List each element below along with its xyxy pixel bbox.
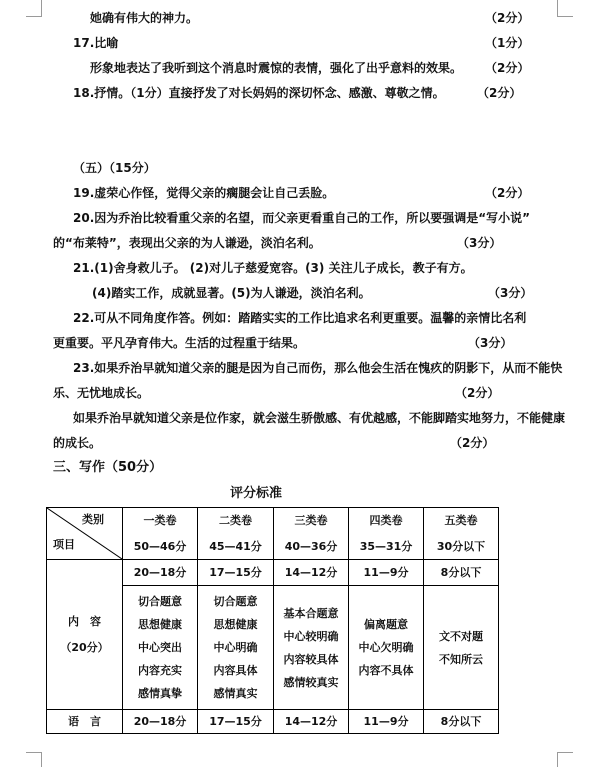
content-score-cell: 8分以下 [424,560,499,586]
language-score-cell: 17—15分 [198,710,274,734]
content-desc-cell: 切合题意 思想健康 中心突出 内容充实 感情真挚 [123,586,198,710]
score-label: （2分） [455,386,500,400]
score-label: （3分） [457,236,502,250]
answer-line: 18.抒情。（1分）直接抒发了对长妈妈的深切怀念、感激、尊敬之情。 [73,86,445,100]
category-header: 一类卷 50—46分 [123,508,198,560]
corner-cell [47,508,123,560]
language-label-cell: 语 言 [47,710,123,734]
answer-line: 形象地表达了我听到这个消息时震惊的表情，强化了出乎意料的效果。 [90,61,463,75]
content-score-cell: 20—18分 [123,560,198,586]
score-label: （2分） [450,436,495,450]
crop-mark-bottom-left-v [41,752,42,767]
crop-mark-top-right-h [557,16,573,17]
grading-table [46,507,499,734]
answer-line: 20.因为乔治比较看重父亲的名望，而父亲更看重自己的工作，所以要强调是“写小说” [73,211,531,225]
content-score-cell: 11—9分 [349,560,424,586]
answer-line: 23.如果乔治早就知道父亲的腿是因为自己而伤，那么他会生活在愧疚的阴影下，从而不能快 [73,361,563,375]
content-score-row [47,560,499,586]
answer-line: 17.比喻 [73,36,119,50]
corner-item-label: 项目 [53,538,75,551]
score-label: （1分） [485,36,530,50]
crop-mark-bottom-right-h [557,752,573,753]
answer-line: 如果乔治早就知道父亲是位作家，就会滋生骄傲感、有优越感，不能脚踏实地努力，不能健康 [73,411,566,425]
score-label: （2分） [485,186,530,200]
section-title-writing: 三、写作（50分） [53,460,163,475]
answer-line: 19.虚荣心作怪，觉得父亲的瘸腿会让自己丢脸。 [73,186,335,200]
corner-category-label: 类别 [82,513,104,526]
score-label: （3分） [488,286,533,300]
section-heading-5: （五）（15分） [73,161,156,175]
content-score-cell: 14—12分 [274,560,349,586]
table-title: 评分标准 [230,486,283,501]
crop-mark-top-right-v [557,0,558,16]
answer-line: 她确有伟大的神力。 [90,11,199,25]
score-label: （2分） [485,11,530,25]
answer-line: 22.可从不同角度作答。例如：踏踏实实的工作比追求名利更重要。温馨的亲情比名利 [73,311,527,325]
score-label: （2分） [485,61,530,75]
language-score-cell: 20—18分 [123,710,198,734]
language-score-cell: 14—12分 [274,710,349,734]
table-header-row [47,508,499,560]
score-label: （3分） [468,336,513,350]
answer-line: 乐、无忧地成长。 [53,386,150,400]
crop-mark-top-left-h [26,16,42,17]
language-score-cell: 11—9分 [349,710,424,734]
content-desc-cell: 文不对题 不知所云 [424,586,499,710]
category-header: 四类卷 35—31分 [349,508,424,560]
answer-line: 更重要。平凡孕育伟大。生活的过程重于结果。 [53,336,306,350]
language-row [47,710,499,734]
content-desc-cell: 基本合题意 中心较明确 内容较具体 感情较真实 [274,586,349,710]
answer-line: 21.(1)舍身救儿子。 (2)对儿子慈爱宽容。(3) 关注儿子成长，教子有方。 [73,261,473,275]
crop-mark-bottom-left-h [26,752,42,753]
crop-mark-top-left-v [41,0,42,16]
category-header: 二类卷 45—41分 [198,508,274,560]
content-desc-cell: 偏离题意 中心欠明确 内容不具体 [349,586,424,710]
language-score-cell: 8分以下 [424,710,499,734]
category-header: 五类卷 30分以下 [424,508,499,560]
crop-mark-bottom-right-v [557,752,558,767]
answer-line: 的“布莱特”，表现出父亲的为人谦逊，淡泊名利。 [53,236,321,250]
answer-line: 的成长。 [53,436,102,450]
answer-line: (4)踏实工作，成就显著。(5)为人谦逊，淡泊名利。 [92,286,371,300]
category-header: 三类卷 40—36分 [274,508,349,560]
score-label: （2分） [477,86,522,100]
content-score-cell: 17—15分 [198,560,274,586]
content-desc-cell: 切合题意 思想健康 中心明确 内容具体 感情真实 [198,586,274,710]
content-label-cell: 内 容 （20分） [47,560,123,710]
